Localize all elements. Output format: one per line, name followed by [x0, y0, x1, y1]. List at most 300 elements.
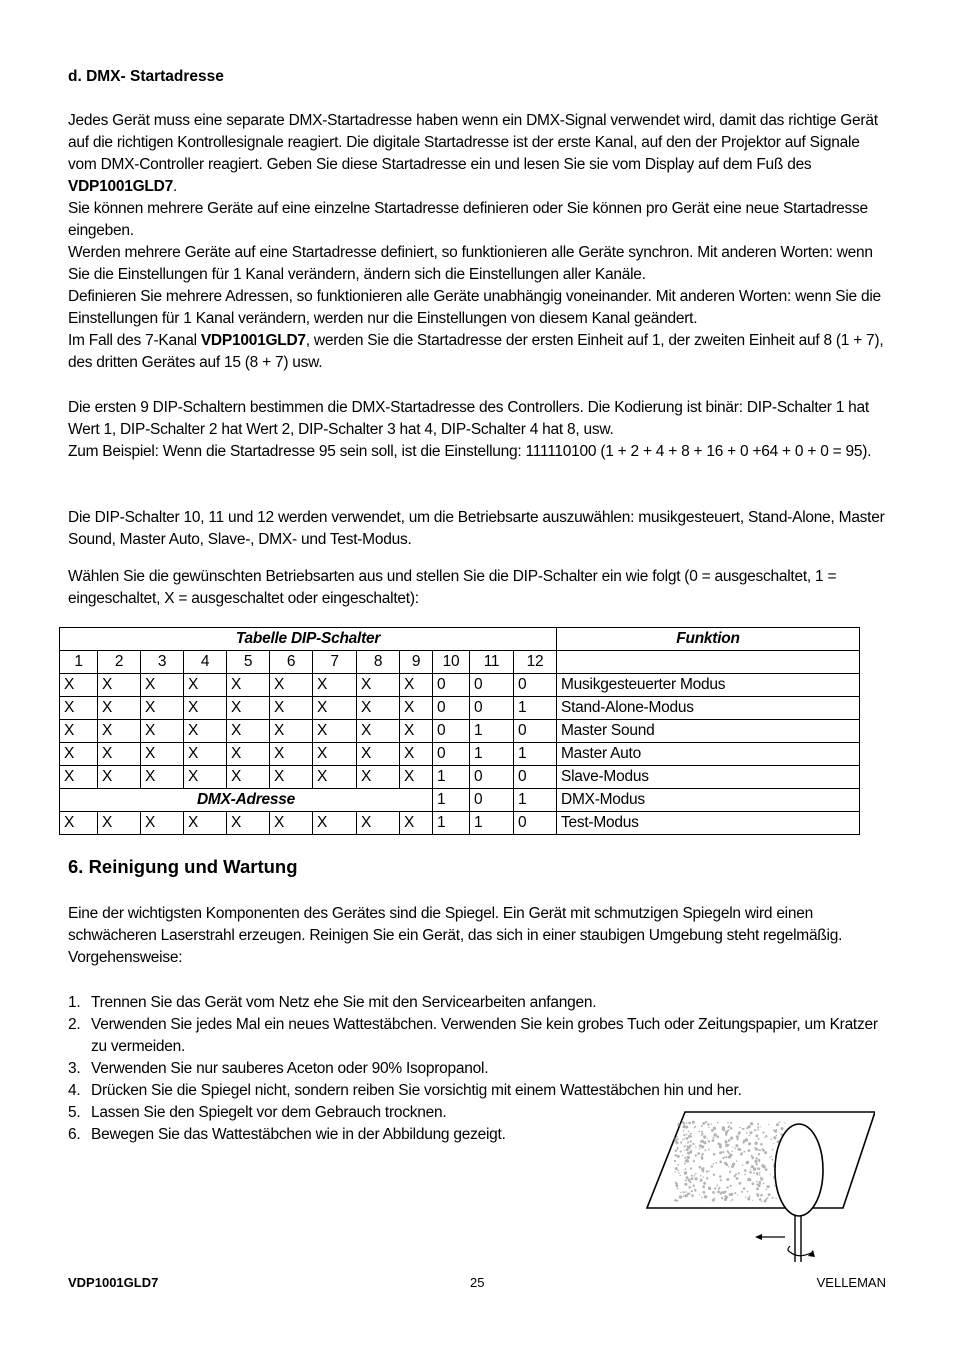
switch-number: 9	[400, 651, 433, 674]
dust-speck	[757, 1123, 759, 1125]
dust-speck	[760, 1143, 763, 1146]
switch-value: 1	[514, 789, 557, 812]
dust-speck	[677, 1123, 680, 1126]
paragraph-5	[68, 330, 888, 374]
switch-value: 0	[470, 766, 514, 789]
switch-number: 5	[227, 651, 270, 674]
dust-speck	[685, 1194, 688, 1197]
dust-speck	[763, 1183, 765, 1185]
dust-speck	[727, 1129, 729, 1131]
switch-value: 1	[470, 720, 514, 743]
dust-speck	[699, 1148, 701, 1150]
dust-speck	[688, 1122, 691, 1125]
dust-speck	[749, 1135, 751, 1137]
dust-speck	[684, 1163, 686, 1165]
dust-speck	[680, 1192, 681, 1193]
dust-speck	[758, 1181, 761, 1184]
switch-value: X	[357, 697, 400, 720]
dust-speck	[764, 1137, 765, 1138]
dust-speck	[741, 1152, 742, 1153]
paragraph-4: Definieren Sie mehrere Adressen, so funktionieren alle Geräte unabhängig voneinander. Mit anderen Worten: wenn Sie die Einstellungen für 1 Kanal verändern, werden nur die Einstellungen von diesem Kanal geändert.	[68, 288, 881, 327]
dust-speck	[768, 1193, 771, 1196]
switch-value: 1	[470, 743, 514, 766]
table-row	[60, 720, 860, 743]
dust-speck	[756, 1163, 758, 1165]
dust-speck	[711, 1165, 713, 1167]
switch-value: X	[357, 743, 400, 766]
dust-speck	[730, 1185, 732, 1187]
function-header: Funktion	[557, 628, 860, 651]
list-item	[68, 992, 878, 1014]
dust-speck	[754, 1129, 756, 1131]
dust-speck	[684, 1145, 686, 1147]
dust-speck	[703, 1182, 706, 1185]
dust-speck	[695, 1146, 696, 1147]
dust-speck	[784, 1123, 785, 1124]
dust-speck	[703, 1177, 704, 1178]
dust-speck	[738, 1172, 740, 1174]
dust-speck	[725, 1191, 726, 1192]
dust-speck	[711, 1129, 714, 1132]
dust-speck	[754, 1142, 757, 1145]
dust-speck	[742, 1165, 743, 1166]
dust-speck	[736, 1160, 738, 1162]
dust-speck	[686, 1137, 689, 1140]
paragraph-8: Die DIP-Schalter 10, 11 und 12 werden verwendet, um die Betriebsarte auszuwählen: musikgesteuert, Stand-Alone, Master Sound, Master Auto, Slave-, DMX- und Test-Modus.	[68, 509, 885, 548]
dust-speck	[769, 1186, 770, 1187]
dust-speck	[690, 1140, 692, 1142]
dust-speck	[760, 1178, 763, 1181]
dust-speck	[713, 1174, 715, 1176]
dust-speck	[728, 1145, 729, 1146]
dust-speck	[713, 1153, 716, 1156]
dust-speck	[774, 1130, 777, 1133]
dust-speck	[768, 1124, 769, 1125]
dust-speck	[682, 1139, 684, 1141]
dust-speck	[699, 1194, 700, 1195]
dust-speck	[730, 1200, 731, 1201]
dust-speck	[719, 1151, 722, 1154]
dust-speck	[686, 1160, 689, 1163]
footer-model: VDP1001GLD7	[68, 1275, 159, 1290]
dust-speck	[757, 1129, 759, 1131]
switch-value: X	[98, 697, 141, 720]
dust-speck	[719, 1146, 722, 1149]
switch-value: X	[270, 697, 313, 720]
dust-speck	[686, 1123, 688, 1125]
dust-speck	[691, 1177, 694, 1180]
dust-speck	[738, 1133, 740, 1135]
dust-speck	[677, 1170, 679, 1172]
dust-speck	[760, 1195, 761, 1196]
dust-speck	[737, 1145, 739, 1147]
switch-number: 7	[313, 651, 357, 674]
table-header-row	[60, 628, 860, 651]
switch-value: 0	[433, 720, 470, 743]
dust-speck	[736, 1177, 739, 1180]
section-d-body	[68, 110, 888, 374]
dust-speck	[730, 1137, 733, 1140]
dust-speck	[752, 1200, 753, 1201]
step-text: Trennen Sie das Gerät vom Netz ehe Sie mit den Servicearbeiten anfangen.	[91, 994, 597, 1011]
function-name: Test-Modus	[557, 812, 860, 835]
dust-speck	[734, 1175, 736, 1177]
dust-speck	[684, 1157, 686, 1159]
dip-switch-table	[59, 627, 860, 835]
dust-speck	[713, 1133, 716, 1136]
text-run: Im Fall des 7-Kanal	[68, 332, 201, 349]
dust-speck	[732, 1147, 733, 1148]
dust-speck	[705, 1121, 707, 1123]
switch-value: 0	[470, 789, 514, 812]
switch-value: X	[227, 812, 270, 835]
dust-speck	[734, 1192, 736, 1194]
dust-speck	[725, 1133, 728, 1136]
dust-speck	[708, 1149, 710, 1151]
dust-speck	[679, 1195, 682, 1198]
function-name: Slave-Modus	[557, 766, 860, 789]
step-number: 5.	[68, 1104, 81, 1121]
dust-speck	[675, 1141, 678, 1144]
dust-speck	[717, 1135, 720, 1138]
dust-speck	[770, 1174, 771, 1175]
switch-value: X	[98, 743, 141, 766]
paragraph-6: Die ersten 9 DIP-Schaltern bestimmen die DMX-Startadresse des Controllers. Die Kodierung ist binär: DIP-Schalter 1 hat Wert 1, DIP-Schalter 2 hat Wert 2, DIP-Schalter 3 hat 4, DIP-Schalter 4 hat 8, usw.	[68, 399, 869, 438]
dust-speck	[688, 1186, 691, 1189]
switch-value: X	[184, 697, 227, 720]
dust-speck	[731, 1165, 734, 1168]
dust-speck	[675, 1167, 678, 1170]
dust-speck	[695, 1126, 697, 1128]
dust-speck	[703, 1135, 706, 1138]
switch-value: X	[227, 674, 270, 697]
dust-speck	[708, 1140, 710, 1142]
dust-speck	[687, 1141, 689, 1143]
dust-speck	[726, 1164, 729, 1167]
dust-speck	[695, 1173, 697, 1175]
dust-speck	[729, 1156, 731, 1158]
dust-speck	[704, 1195, 707, 1198]
dust-speck	[717, 1191, 720, 1194]
table-row	[60, 743, 860, 766]
dust-speck	[689, 1145, 692, 1148]
dust-speck	[684, 1168, 686, 1170]
dust-speck	[732, 1199, 734, 1201]
switch-value: 1	[470, 812, 514, 835]
dust-speck	[683, 1134, 685, 1136]
dust-speck	[687, 1145, 688, 1146]
dust-speck	[706, 1177, 708, 1179]
dust-speck	[769, 1157, 770, 1158]
dust-speck	[731, 1151, 733, 1153]
dust-speck	[772, 1149, 774, 1151]
switch-number: 3	[141, 651, 184, 674]
dust-speck	[680, 1150, 682, 1152]
dust-speck	[730, 1154, 733, 1157]
dust-speck	[677, 1155, 680, 1158]
step-text: Lassen Sie den Spiegelt vor dem Gebrauch trocknen.	[91, 1104, 447, 1121]
switch-value: 1	[514, 697, 557, 720]
dust-speck	[781, 1127, 784, 1130]
dust-speck	[770, 1139, 772, 1141]
dust-speck	[727, 1127, 728, 1128]
switch-value: X	[270, 674, 313, 697]
switch-number: 4	[184, 651, 227, 674]
dust-speck	[730, 1127, 733, 1130]
switch-value: X	[357, 812, 400, 835]
switch-value: X	[184, 674, 227, 697]
switch-value: X	[400, 812, 433, 835]
mirror-cleaning-illustration	[645, 1110, 875, 1270]
table-row	[60, 789, 860, 812]
dust-speck	[750, 1131, 753, 1134]
switch-value: 1	[433, 766, 470, 789]
switch-value: 0	[433, 674, 470, 697]
dust-speck	[679, 1175, 681, 1177]
dust-speck	[728, 1139, 731, 1142]
dust-speck	[693, 1160, 695, 1162]
dust-speck	[701, 1131, 703, 1133]
dmx-address-label: DMX-Adresse	[60, 789, 433, 812]
dust-speck	[695, 1177, 698, 1180]
dust-speck	[746, 1132, 748, 1134]
dust-speck	[722, 1151, 724, 1153]
dust-speck	[716, 1185, 718, 1187]
table-row	[60, 697, 860, 720]
switch-value: X	[227, 766, 270, 789]
switch-value: X	[400, 674, 433, 697]
dust-speck	[748, 1142, 751, 1145]
dust-speck	[775, 1137, 777, 1139]
section-d-heading: d. DMX- Startadresse	[68, 68, 224, 85]
switch-value: X	[184, 743, 227, 766]
dust-speck	[746, 1161, 749, 1164]
switch-value: X	[227, 720, 270, 743]
dust-speck	[751, 1155, 753, 1157]
switch-number: 1	[60, 651, 98, 674]
dust-speck	[701, 1157, 704, 1160]
dust-speck	[765, 1168, 768, 1171]
dust-speck	[715, 1162, 717, 1164]
dust-speck	[682, 1191, 684, 1193]
dust-speck	[693, 1185, 695, 1187]
switch-value: 0	[470, 674, 514, 697]
dust-speck	[736, 1138, 738, 1140]
dust-speck	[764, 1200, 767, 1203]
dust-speck	[759, 1172, 761, 1174]
step-text: Verwenden Sie jedes Mal ein neues Wattestäbchen. Verwenden Sie kein grobes Tuch oder Zeitungspapier, um Kratzer zu vermeiden.	[91, 1016, 878, 1055]
dust-speck	[708, 1171, 709, 1172]
switch-value: X	[313, 674, 357, 697]
dust-speck	[684, 1150, 685, 1151]
dust-speck	[691, 1194, 694, 1197]
switch-value: X	[400, 743, 433, 766]
switch-value: X	[60, 674, 98, 697]
switch-value: X	[270, 720, 313, 743]
dust-speck	[725, 1144, 728, 1147]
step-number: 4.	[68, 1082, 81, 1099]
switch-value: X	[60, 720, 98, 743]
dust-speck	[683, 1125, 686, 1128]
dust-speck	[779, 1121, 781, 1123]
dust-speck	[689, 1181, 691, 1183]
switch-number: 6	[270, 651, 313, 674]
step-text: Verwenden Sie nur sauberes Aceton oder 90% Isopropanol.	[91, 1060, 489, 1077]
dust-speck	[684, 1138, 685, 1139]
switch-value: X	[227, 743, 270, 766]
mode-explanation	[68, 507, 888, 551]
dust-speck	[744, 1151, 746, 1153]
dust-speck	[699, 1145, 701, 1147]
dust-speck	[759, 1184, 760, 1185]
switch-value: X	[184, 720, 227, 743]
function-name: Master Auto	[557, 743, 860, 766]
switch-value: X	[141, 743, 184, 766]
switch-value: X	[184, 766, 227, 789]
dust-speck	[708, 1187, 711, 1190]
switch-value: X	[400, 720, 433, 743]
dust-speck	[745, 1196, 746, 1197]
dust-speck	[749, 1171, 752, 1174]
dust-speck	[688, 1131, 690, 1133]
dust-speck	[691, 1190, 693, 1192]
switch-value: X	[357, 720, 400, 743]
dust-speck	[700, 1141, 702, 1143]
switch-value: X	[270, 812, 313, 835]
switch-value: X	[141, 674, 184, 697]
dust-speck	[707, 1138, 708, 1139]
dust-speck	[719, 1160, 722, 1163]
section-6-heading: 6. Reinigung und Wartung	[68, 856, 298, 877]
dust-speck	[695, 1154, 697, 1156]
switch-value: X	[357, 766, 400, 789]
dust-speck	[700, 1179, 703, 1182]
dust-speck	[676, 1148, 678, 1150]
dust-speck	[755, 1157, 757, 1159]
dust-speck	[686, 1176, 689, 1179]
dust-speck	[691, 1150, 693, 1152]
dust-speck	[756, 1181, 758, 1183]
switch-number: 11	[470, 651, 514, 674]
dust-speck	[748, 1125, 751, 1128]
dust-speck	[677, 1188, 679, 1190]
text-run: Jedes Gerät muss eine separate DMX-Startadresse haben wenn ein DMX-Signal verwendet wird, damit das richtige Gerät auf die richtigen Kontrollesignale reagiert. Die digitale Startadresse ist der erste Kanal, auf den der Projektor auf Signale vom DMX-Controller reagiert. Geben Sie diese Startadresse ein und lesen Sie sie vom Display auf dem Fuß des	[68, 112, 878, 173]
dust-speck	[684, 1183, 687, 1186]
dust-speck	[753, 1167, 756, 1170]
dust-speck	[726, 1197, 728, 1199]
dust-speck	[764, 1151, 767, 1154]
function-name: Master Sound	[557, 720, 860, 743]
procedure-label: Vorgehensweise:	[68, 949, 183, 966]
dust-speck	[713, 1137, 715, 1139]
dust-speck	[736, 1135, 739, 1138]
dust-speck	[774, 1185, 775, 1186]
dust-speck	[773, 1143, 774, 1144]
dust-speck	[676, 1136, 678, 1138]
table-column-row	[60, 651, 860, 674]
dust-speck	[758, 1149, 760, 1151]
switch-value: X	[141, 766, 184, 789]
dust-speck	[759, 1174, 760, 1175]
dust-speck	[678, 1172, 679, 1173]
dust-speck	[737, 1195, 738, 1196]
switch-value: 0	[514, 766, 557, 789]
dust-speck	[677, 1164, 679, 1166]
dust-speck	[703, 1191, 706, 1194]
switch-value: X	[313, 812, 357, 835]
dip-explanation	[68, 397, 888, 463]
dust-speck	[704, 1149, 706, 1151]
dust-speck	[701, 1155, 703, 1157]
switch-value: 0	[514, 812, 557, 835]
switch-value: X	[98, 812, 141, 835]
dust-speck	[750, 1123, 752, 1125]
dust-speck	[690, 1167, 692, 1169]
paragraph-1	[68, 110, 888, 198]
dust-speck	[688, 1135, 691, 1138]
list-item	[68, 1014, 878, 1058]
dust-speck	[760, 1126, 761, 1127]
dust-speck	[718, 1187, 720, 1189]
switch-value: X	[60, 812, 98, 835]
dust-speck	[702, 1185, 705, 1188]
table-row	[60, 812, 860, 835]
dust-speck	[730, 1193, 733, 1196]
dust-speck	[756, 1187, 759, 1190]
dust-speck	[758, 1159, 760, 1161]
dust-speck	[758, 1138, 760, 1140]
dust-speck	[743, 1187, 746, 1190]
switch-value: X	[400, 697, 433, 720]
switch-value: X	[60, 697, 98, 720]
text-run: , werden Sie die Startadresse der ersten Einheit auf 1, der zweiten Einheit auf 8 (1 + 7), des dritten Gerätes auf 15 (8 + 7) usw.	[68, 332, 884, 371]
dust-speck	[692, 1121, 695, 1124]
switch-number: 12	[514, 651, 557, 674]
dust-speck	[739, 1127, 741, 1129]
dust-speck	[700, 1175, 702, 1177]
dust-speck	[703, 1141, 706, 1144]
dust-speck	[766, 1189, 768, 1191]
dust-speck	[751, 1165, 754, 1168]
dust-speck	[686, 1148, 689, 1151]
switch-value: X	[184, 812, 227, 835]
step-number: 1.	[68, 994, 81, 1011]
step-text: Bewegen Sie das Wattestäbchen wie in der Abbildung gezeigt.	[91, 1126, 506, 1143]
switch-value: 0	[433, 743, 470, 766]
dust-speck	[756, 1193, 759, 1196]
dust-speck	[748, 1149, 751, 1152]
dust-speck	[727, 1122, 729, 1124]
model-name: VDP1001GLD7	[68, 178, 173, 195]
dust-speck	[687, 1157, 688, 1158]
dust-speck	[756, 1134, 759, 1137]
table-title: Tabelle DIP-Schalter	[60, 628, 557, 651]
switch-value: X	[313, 697, 357, 720]
dust-speck	[674, 1155, 676, 1157]
dust-speck	[674, 1199, 677, 1202]
switch-value: X	[313, 766, 357, 789]
dust-speck	[701, 1125, 703, 1127]
dust-speck	[719, 1175, 722, 1178]
dust-speck	[692, 1143, 694, 1145]
switch-number: 8	[357, 651, 400, 674]
list-item	[68, 1080, 878, 1102]
dust-speck	[686, 1134, 687, 1135]
step-text: Drücken Sie die Spiegel nicht, sondern reiben Sie vorsichtig mit einem Wattestäbchen hin und her.	[91, 1082, 742, 1099]
dust-speck	[694, 1189, 696, 1191]
dust-speck	[691, 1175, 693, 1177]
dust-speck	[759, 1198, 762, 1201]
